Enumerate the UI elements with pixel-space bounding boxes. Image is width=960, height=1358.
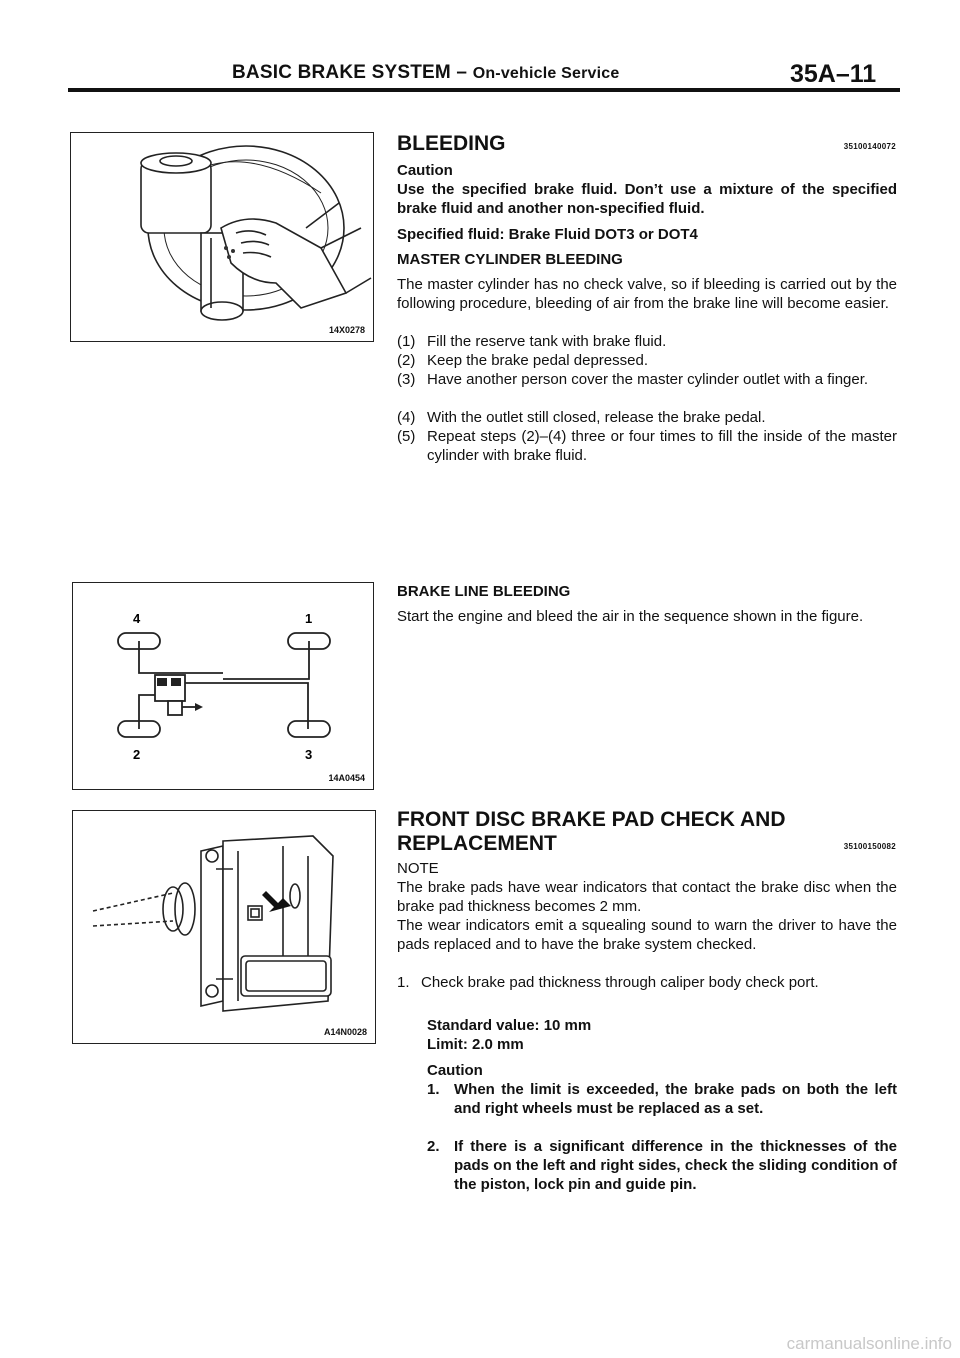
sequence-label-2: 2 [133, 747, 141, 762]
section-doc-number: 35100150082 [843, 842, 896, 851]
step-number: (4) [397, 409, 416, 426]
figure-master-cylinder [70, 132, 374, 342]
caution-number: 1. [427, 1081, 440, 1098]
caution-text: When the limit is exceeded, the brake pads on both the left and right wheels must be replaced as a set. [454, 1081, 897, 1117]
step-text: Keep the brake pedal depressed. [427, 352, 648, 369]
sequence-label-4: 4 [133, 611, 141, 626]
step-text: Repeat steps (2)–(4) three or four times to fill the inside of the master cylinder with brake fluid. [427, 428, 897, 464]
step-number: (1) [397, 333, 416, 350]
header-title-main: BASIC BRAKE SYSTEM – [232, 62, 468, 83]
sequence-label-3: 3 [305, 747, 313, 762]
running-header [232, 62, 619, 84]
figure-code: 14X0278 [328, 325, 365, 335]
specified-fluid: Specified fluid: Brake Fluid DOT3 or DOT4 [397, 226, 698, 243]
caution-text: If there is a significant difference in the thicknesses of the pads on the left and right sides, check the sliding condition of the piston, lock pin and guide pin. [454, 1138, 897, 1193]
section-pad-heading [397, 832, 900, 856]
pad-caution-label: Caution [427, 1062, 483, 1079]
caution-label: Caution [397, 162, 453, 179]
section-bleeding [397, 132, 900, 156]
figure-code: A14N0028 [323, 1027, 367, 1037]
caution-number: 2. [427, 1138, 440, 1155]
step-number: (5) [397, 428, 416, 445]
header-title-sub: On-vehicle Service [472, 65, 620, 82]
step-number: (3) [397, 371, 416, 388]
subheading-master-cylinder: MASTER CYLINDER BLEEDING [397, 251, 623, 268]
step-number: 1. [397, 974, 410, 991]
step-number: (2) [397, 352, 416, 369]
step-text: With the outlet still closed, release the brake pedal. [427, 409, 766, 426]
section-heading-bleeding: BLEEDING [397, 132, 506, 155]
subheading-brake-line: BRAKE LINE BLEEDING [397, 583, 571, 600]
sequence-label-1: 1 [305, 611, 313, 626]
page-number: 35A–11 [790, 60, 877, 88]
brake-line-text: Start the engine and bleed the air in the sequence shown in the figure. [397, 608, 864, 625]
pad-step-1 [397, 973, 897, 1013]
note-label: NOTE [397, 860, 439, 877]
caution-text: Use the specified brake fluid. Don’t use a mixture of the specified brake fluid and another non-specified fluid. [397, 181, 897, 217]
section-heading-pad-line1: FRONT DISC BRAKE PAD CHECK AND [397, 808, 786, 831]
note-text-1: The brake pads have wear indicators that contact the brake disc when the brake pad thickness becomes 2 mm. [397, 879, 897, 915]
section-doc-number: 35100140072 [843, 142, 896, 151]
limit-value: Limit: 2.0 mm [427, 1036, 524, 1053]
bleeding-sequence-diagram [73, 583, 373, 789]
pad-caution-list [427, 1080, 897, 1220]
step-text: Have another person cover the master cylinder outlet with a finger. [427, 371, 869, 388]
standard-value: Standard value: 10 mm [427, 1017, 592, 1034]
section-heading-pad-line2: REPLACEMENT [397, 832, 557, 855]
master-cylinder-illustration [71, 133, 373, 341]
figure-caliper [72, 810, 376, 1044]
watermark: carmanualsonline.info [786, 1334, 952, 1353]
step-text: Fill the reserve tank with brake fluid. [427, 333, 667, 350]
step-text: Check brake pad thickness through caliper body check port. [421, 974, 819, 991]
figure-bleeding-sequence [72, 582, 374, 790]
header-rule [68, 88, 900, 92]
figure-code: 14A0454 [328, 773, 365, 783]
caliper-illustration [73, 811, 375, 1043]
note-text-2: The wear indicators emit a squealing sound to warn the driver to have the pads replaced and to have the brake system checked. [397, 917, 897, 953]
master-cylinder-steps [397, 332, 897, 472]
master-cylinder-intro: The master cylinder has no check valve, so if bleeding is carried out by the following procedure, bleeding of air from the brake line will become easier. [397, 276, 897, 312]
